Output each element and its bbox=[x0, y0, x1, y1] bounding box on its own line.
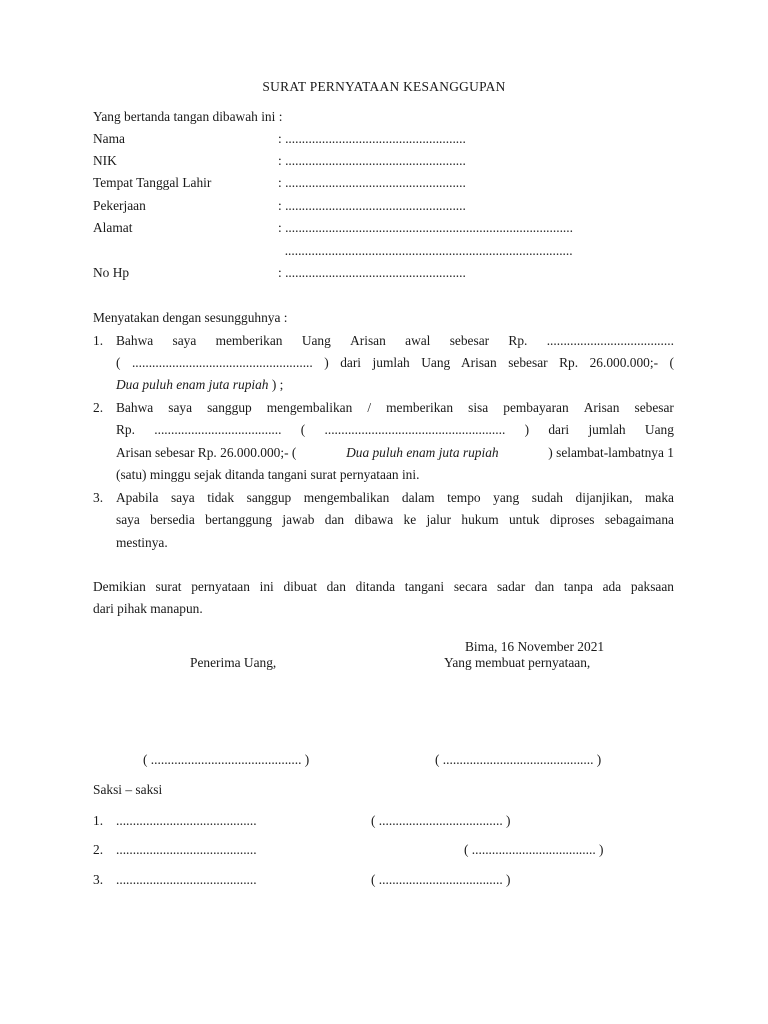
word: dari bbox=[548, 422, 570, 437]
document-title: SURAT PERNYATAAN KESANGGUPAN bbox=[262, 79, 506, 94]
field-value-alamat-line2: ...................................................................................... bbox=[278, 243, 573, 258]
item-2-line-1 bbox=[116, 401, 674, 414]
word: Bahwa bbox=[116, 400, 154, 415]
receiver-label: Penerima Uang, bbox=[190, 655, 277, 670]
word: ...................................... bbox=[546, 333, 674, 348]
witness-number: 3. bbox=[93, 872, 104, 887]
word: sebesar bbox=[634, 400, 674, 415]
field-value-pekerjaan: : ...................................................... bbox=[278, 198, 466, 213]
maker-label: Yang membuat pernyataan, bbox=[444, 655, 591, 670]
word: Uang bbox=[301, 333, 331, 348]
word: ...................................................... bbox=[324, 422, 506, 437]
word: saya bbox=[168, 400, 193, 415]
word: Arisan bbox=[583, 400, 620, 415]
word: ( bbox=[300, 422, 306, 437]
witness-signature-line: ( ..................................... ) bbox=[464, 842, 604, 857]
word: pembayaran bbox=[503, 400, 569, 415]
item-2-line-2 bbox=[116, 423, 674, 436]
receiver-signature-line: ( ............................................. ) bbox=[143, 752, 310, 767]
field-value-nik: : ...................................................... bbox=[278, 153, 466, 168]
item-1-line-3 bbox=[116, 378, 283, 391]
word: jumlah bbox=[588, 422, 626, 437]
field-value-alamat: : ...................................................................................... bbox=[278, 220, 573, 235]
witness-signature-line: ( ..................................... ) bbox=[371, 872, 511, 887]
word: saya bbox=[172, 333, 197, 348]
word: memberikan bbox=[215, 333, 283, 348]
item-1-line-2-text: ( ...................................................... ) dari jumlah Uang Arisan sebesar Rp. 26.000.000;- ( bbox=[116, 355, 674, 370]
item-2-line-4: (satu) minggu sejak ditanda tangani surat pernyataan ini. bbox=[116, 467, 420, 482]
witness-signature-line: ( ..................................... ) bbox=[371, 813, 511, 828]
amount-in-words: Dua puluh enam juta rupiah bbox=[346, 445, 499, 460]
item-1-line-3-end: ) ; bbox=[268, 377, 284, 392]
field-label-ttl: Tempat Tanggal Lahir bbox=[93, 175, 212, 190]
intro-text: Yang bertanda tangan dibawah ini : bbox=[93, 109, 283, 124]
item-1-line-2 bbox=[116, 356, 674, 369]
item-3-line-2-text: saya bersedia bertanggung jawab dan dibawa ke jalur hukum untuk diproses sebagaimana bbox=[116, 512, 674, 527]
word: Uang bbox=[644, 422, 674, 437]
field-value-nohp: : ...................................................... bbox=[278, 265, 466, 280]
item-3-line-1 bbox=[116, 491, 674, 504]
witness-number: 1. bbox=[93, 813, 104, 828]
item-2-line-3-post: ) selambat-lambatnya 1 bbox=[548, 445, 674, 460]
word: Rp. bbox=[116, 422, 135, 437]
word: ) bbox=[524, 422, 530, 437]
word: Rp. bbox=[508, 333, 528, 348]
item-number: 1. bbox=[93, 333, 104, 348]
item-3-line-3: mestinya. bbox=[116, 535, 168, 550]
closing-line-1 bbox=[93, 580, 674, 593]
witness-name-line: .......................................... bbox=[116, 813, 257, 828]
closing-line-2: dari pihak manapun. bbox=[93, 601, 203, 616]
witness-name-line: .......................................... bbox=[116, 872, 257, 887]
word: sanggup bbox=[207, 400, 252, 415]
word: / bbox=[367, 400, 372, 415]
witness-title: Saksi – saksi bbox=[93, 782, 163, 797]
witness-number: 2. bbox=[93, 842, 104, 857]
field-value-nama: : ...................................................... bbox=[278, 131, 466, 146]
field-label-pekerjaan: Pekerjaan bbox=[93, 198, 146, 213]
item-1-line-1 bbox=[116, 334, 674, 347]
item-2-line-3-pre: Arisan sebesar Rp. 26.000.000;- ( bbox=[116, 445, 297, 460]
statement-intro: Menyatakan dengan sesungguhnya : bbox=[93, 310, 288, 325]
word: sisa bbox=[468, 400, 489, 415]
word: mengembalikan bbox=[266, 400, 353, 415]
item-3-line-1-text: Apabila saya tidak sanggup mengembalikan dalam tempo yang sudah dijanjikan, maka bbox=[116, 490, 674, 505]
field-label-nik: NIK bbox=[93, 153, 117, 168]
word: memberikan bbox=[386, 400, 454, 415]
place-date: Bima, 16 November 2021 bbox=[465, 639, 605, 654]
amount-in-words: Dua puluh enam juta rupiah bbox=[116, 377, 269, 392]
word: Arisan bbox=[350, 333, 386, 348]
field-label-nama: Nama bbox=[93, 131, 125, 146]
item-number: 3. bbox=[93, 490, 104, 505]
item-2-line-3 bbox=[116, 446, 674, 459]
field-label-nohp: No Hp bbox=[93, 265, 130, 280]
field-label-alamat: Alamat bbox=[93, 220, 133, 235]
maker-signature-line: ( ............................................. ) bbox=[435, 752, 602, 767]
word: sebesar bbox=[449, 333, 490, 348]
word: Bahwa bbox=[116, 333, 154, 348]
witness-name-line: .......................................... bbox=[116, 842, 257, 857]
closing-line-1-text: Demikian surat pernyataan ini dibuat dan ditanda tangani secara sadar dan tanpa ada paksaan bbox=[93, 579, 674, 594]
field-value-ttl: : ...................................................... bbox=[278, 175, 466, 190]
item-number: 2. bbox=[93, 400, 104, 415]
word: awal bbox=[405, 333, 431, 348]
word: ...................................... bbox=[154, 422, 282, 437]
item-3-line-2 bbox=[116, 513, 674, 526]
